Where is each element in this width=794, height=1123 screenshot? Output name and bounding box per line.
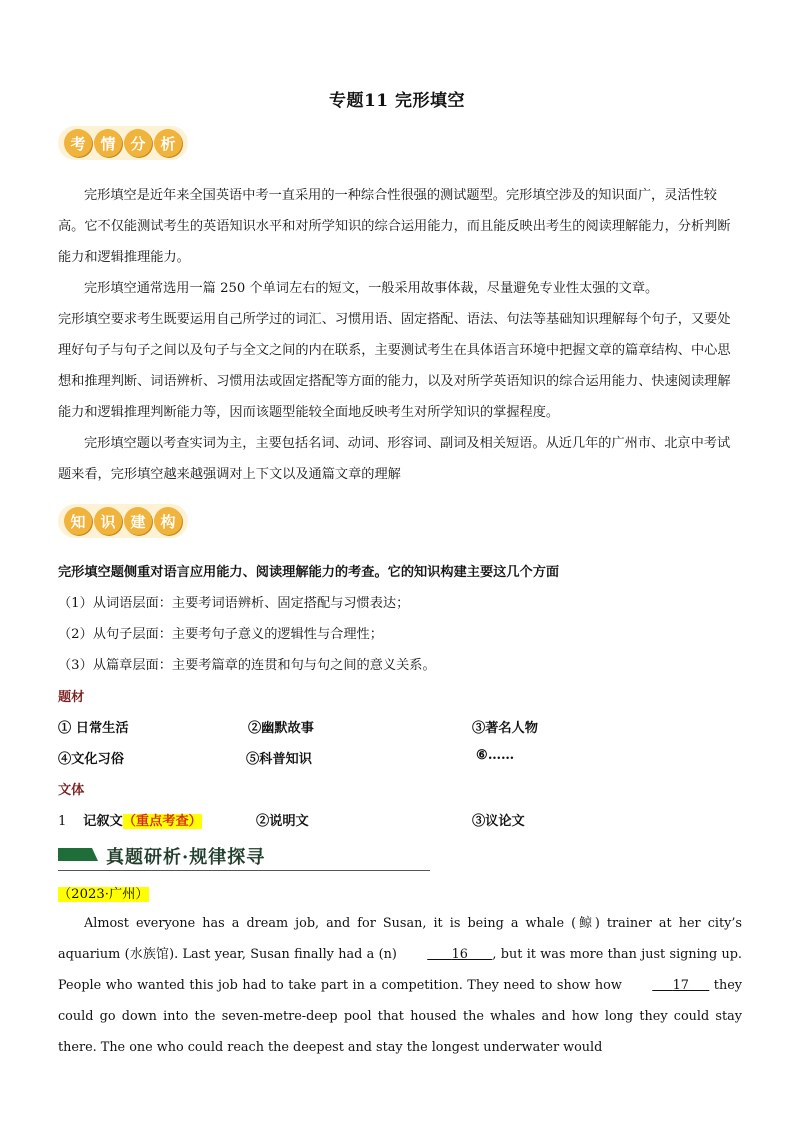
passage-text: Almost everyone has a dream job, and for Susan, it is being a whale (鲸) trainer at her city’s aquarium (水族馆). Last year, Susan finally had a (n): [58, 916, 742, 962]
exam-source-tag: [58, 883, 149, 902]
knowledge-item: （2）从句子层面：主要考句子意义的逻辑性与合理性；: [58, 627, 383, 642]
section-badge-knowledge: [58, 504, 188, 538]
cloze-passage: [58, 908, 742, 1063]
badge-char: 析: [154, 129, 182, 157]
key-focus-tag: （重点考查）: [122, 814, 202, 829]
topic-item: ②幽默故事: [248, 721, 314, 736]
genre-label: 文体: [58, 783, 85, 798]
genre-item-2: ②说明文: [256, 814, 309, 829]
topic-label: 题材: [58, 690, 85, 705]
banner-bar: [58, 848, 98, 861]
section-banner: [58, 840, 430, 871]
badge-char: 建: [124, 507, 152, 535]
analysis-paragraph-4: 完形填空题以考查实词为主，主要包括名词、动词、形容词、副词及相关短语。从近几年的广州市、北京中考试题来看，完形填空越来越强调对上下文以及通篇文章的理解: [58, 436, 731, 482]
genre-number: 1: [58, 814, 67, 829]
knowledge-item: （3）从篇章层面：主要考篇章的连贯和句与句之间的意义关系。: [58, 658, 436, 673]
analysis-paragraph-3: 完形填空要求考生既要运用自己所学过的词汇、习惯用语、固定搭配、语法、句法等基础知识理解每个句子，又要处理好句子与句子之间以及句子与全文之间的内在联系，主要测试考生在具体语言环境中把握文章的篇章结构、中心思想和推理判断、词语辨析、习惯用法或固定搭配等方面的能力，以及对所学英语知识的综合运用能力、快速阅读理解能力和逻辑推理判断能力等，因而该题型能较全面地反映考生对所学知识的掌握程度。: [58, 312, 731, 420]
topic-item: ⑥……: [476, 748, 515, 763]
blank-16: [401, 939, 492, 970]
genre-item-3: ③议论文: [472, 814, 525, 829]
topic-item: ④文化习俗: [58, 752, 124, 767]
exam-source-label: （2023·广州）: [58, 887, 149, 902]
badge-char: 情: [94, 129, 122, 157]
analysis-paragraph-2: 完形填空通常选用一篇 250 个单词左右的短文，一般采用故事体裁，尽量避免专业性太强的文章。: [84, 281, 659, 296]
badge-char: 分: [124, 129, 152, 157]
genre-item-1: [58, 810, 202, 829]
page-title: 专题11 完形填空: [328, 91, 466, 111]
badge-char: 构: [154, 507, 182, 535]
blank-number: 16: [451, 947, 468, 962]
badge-char: 考: [64, 129, 92, 157]
analysis-section: [58, 180, 742, 490]
blank-number: 17: [672, 978, 689, 993]
passage-paragraph: [58, 908, 742, 1063]
passage-text: they could go down into the seven-metre-deep pool that housed the whales and how long they could stay there. The one who could reach the deepest and stay the longest underwater would: [58, 978, 742, 1055]
knowledge-item: （1）从词语层面：主要考词语辨析、固定搭配与习惯表达；: [58, 596, 410, 611]
blank-17: [626, 970, 709, 1001]
badge-char: 识: [94, 507, 122, 535]
banner-title: 真题研析·规律探寻: [106, 847, 266, 868]
passage-text: , but it was more than just signing up. People who wanted this job had to take part in a competition. They need to show how: [58, 947, 742, 993]
topic-item: ① 日常生活: [58, 721, 129, 736]
genre-name: 记叙文: [83, 814, 123, 829]
knowledge-intro: 完形填空题侧重对语言应用能力、阅读理解能力的考查。它的知识构建主要这几个方面: [58, 565, 560, 580]
topic-item: ⑤科普知识: [246, 752, 312, 767]
analysis-paragraph-1: 完形填空是近年来全国英语中考一直采用的一种综合性很强的测试题型。完形填空涉及的知识面广，灵活性较高。它不仅能测试考生的英语知识水平和对所学知识的综合运用能力，而且能反映出考生的阅读理解能力，分析判断能力和逻辑推理能力。: [58, 188, 731, 265]
section-badge-analysis: [58, 126, 188, 160]
badge-char: 知: [64, 507, 92, 535]
topic-item: ③著名人物: [472, 721, 538, 736]
